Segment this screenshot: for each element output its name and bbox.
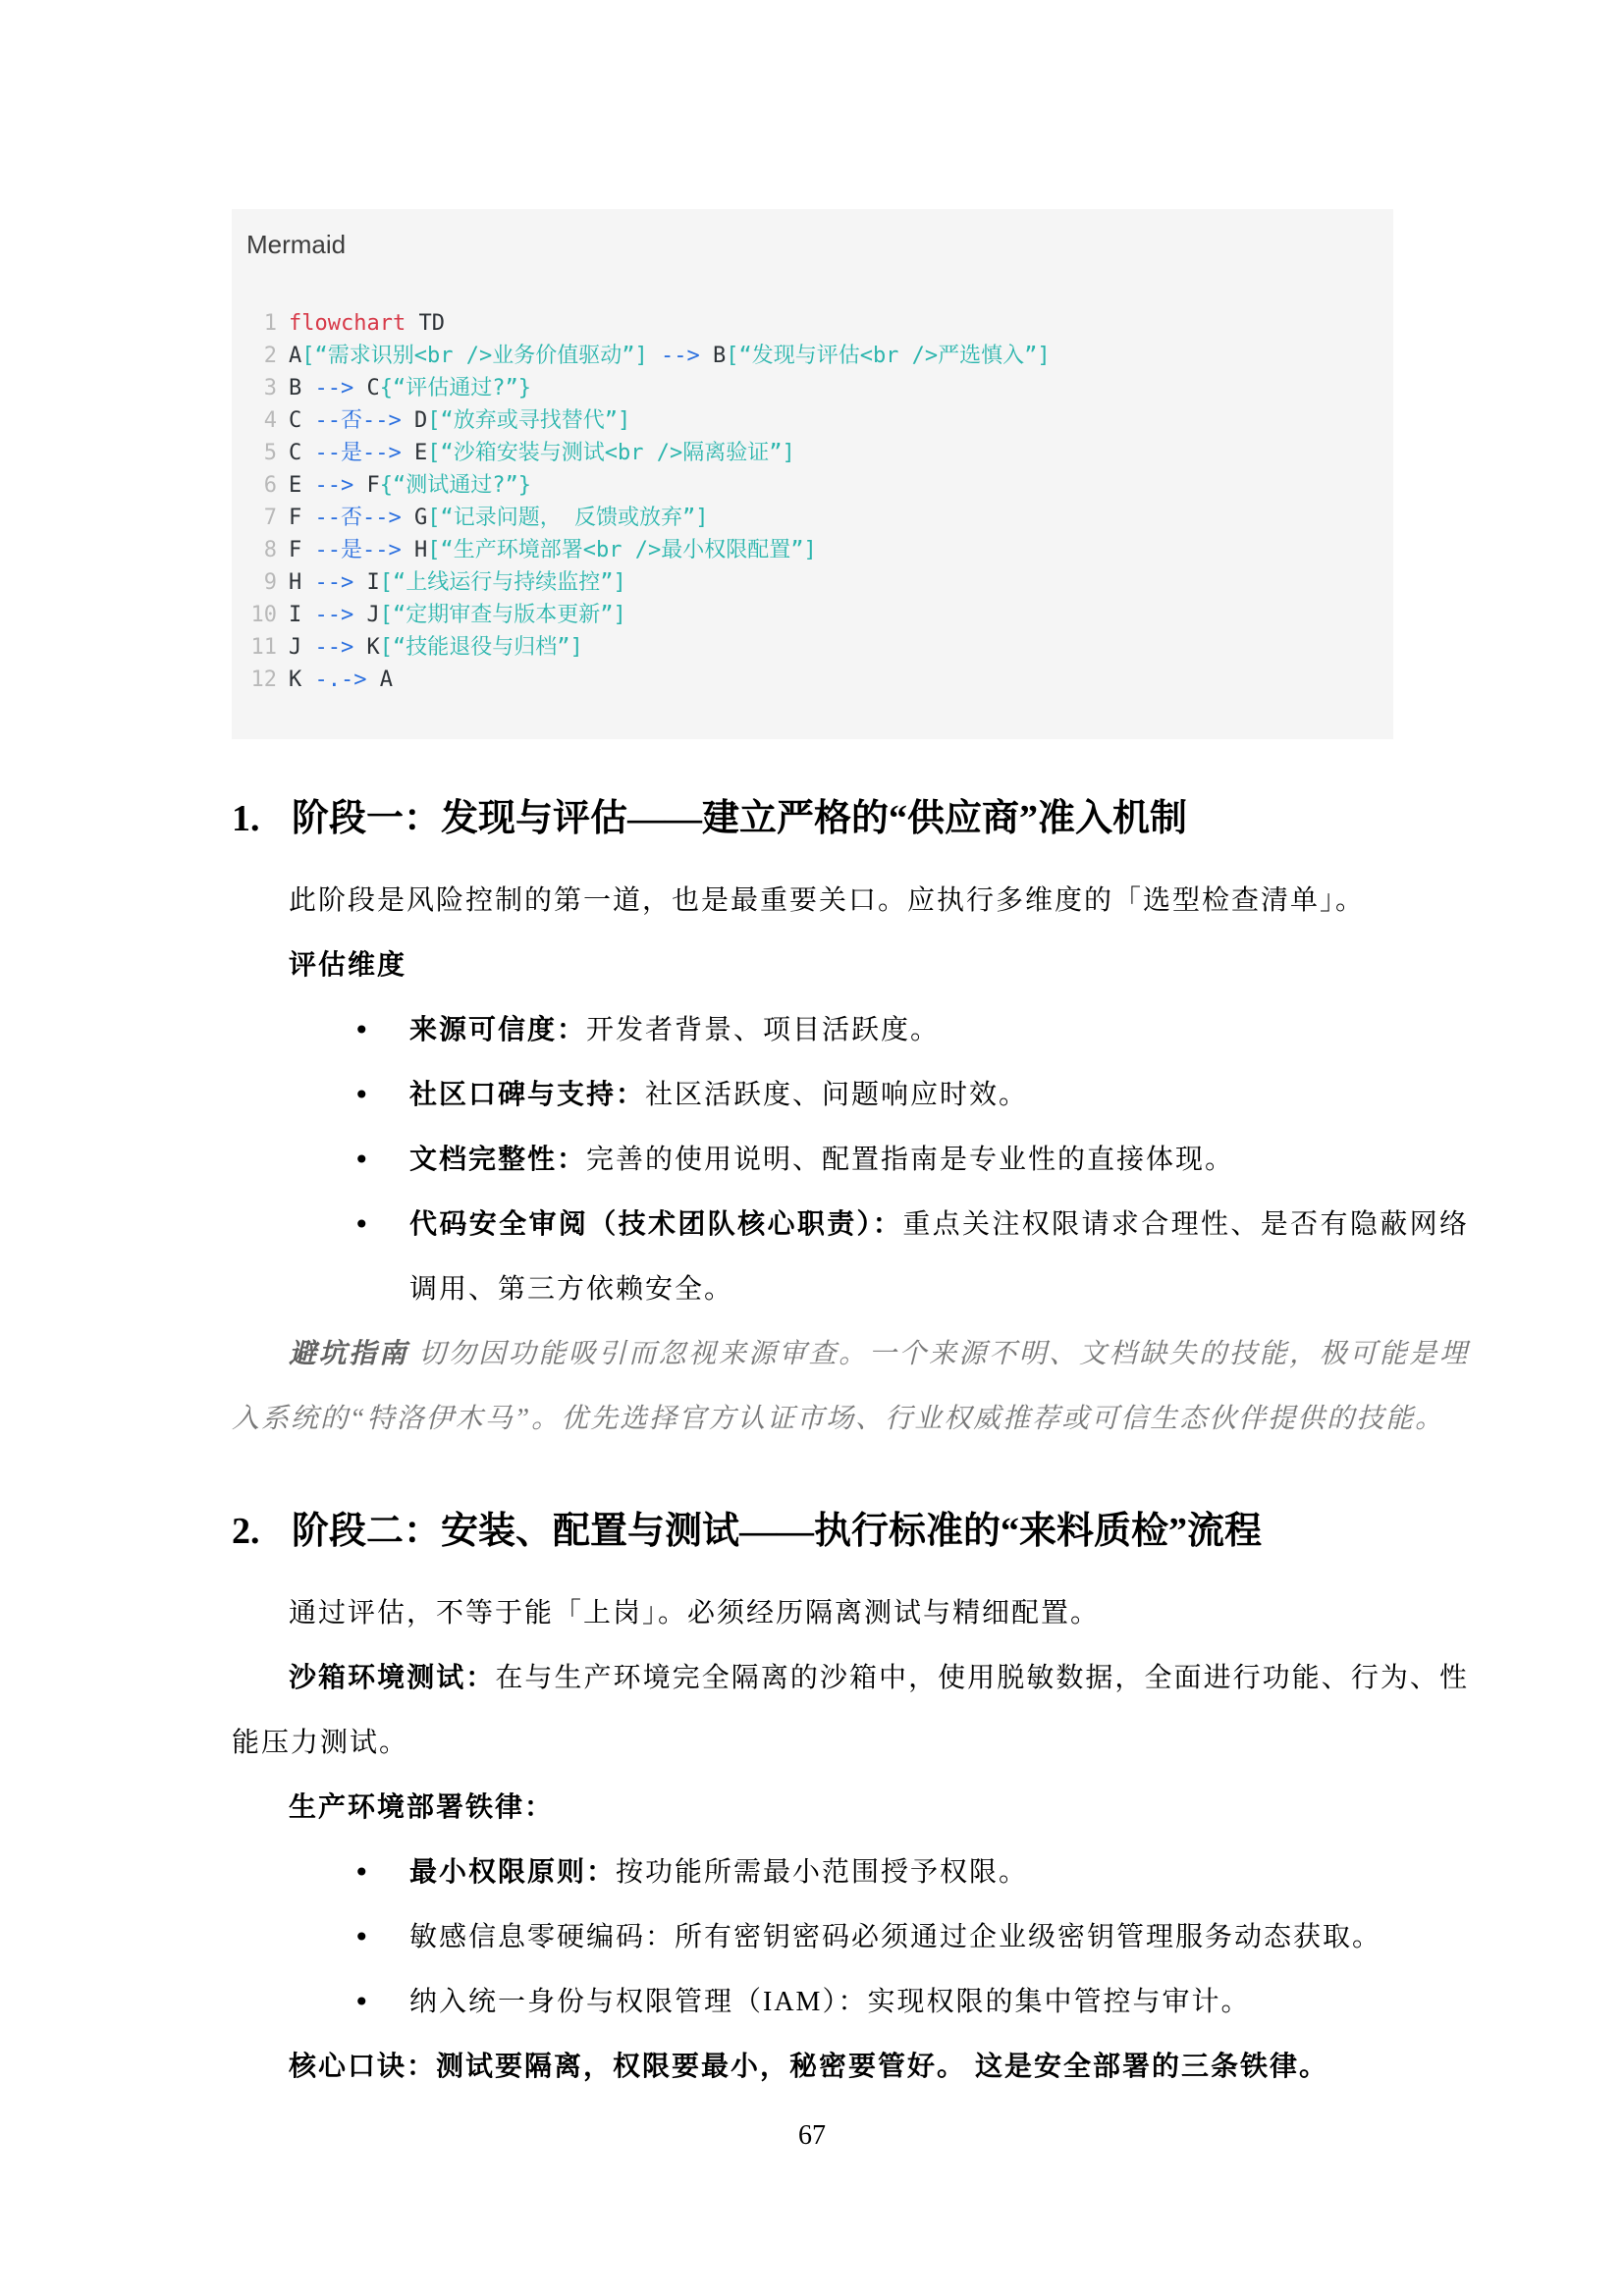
section-1-subheading: 评估维度 [289,950,407,981]
bullet-text: 社区口碑与支持：社区活跃度、问题响应时效。 [409,1080,1029,1110]
mermaid-code-block [232,209,1393,739]
sandbox-test-lead: 沙箱环境测试： [289,1663,496,1693]
bullet-text: 最小权限原则：按功能所需最小范围授予权限。 [409,1857,1029,1888]
code-line-text: B --> C{“评估通过?”} [289,376,531,400]
section-2-heading [232,1507,1469,1556]
sandbox-test-paragraph [232,1646,1469,1776]
pitfall-note [232,1322,1469,1452]
code-line-number: 12 [250,667,277,692]
bullet-item [353,1841,1469,1905]
code-line [232,599,1393,631]
code-line-number: 8 [263,538,277,562]
code-line-text: H --> I[“上线运行与持续监控”] [289,570,626,595]
code-line-text: C --否--> D[“放弃或寻找替代”] [289,408,631,433]
code-line-number: 2 [263,344,277,368]
code-line-text: flowchart TD [289,311,445,336]
code-line [232,404,1393,437]
section-1-number: 1. [232,798,260,839]
bullet-item [353,1905,1469,1970]
pitfall-note-text: 切勿因功能吸引而忽视来源审查。一个来源不明、文档缺失的技能，极可能是埋入系统的“特洛伊木马”。优先选择官方认证市场、行业权威推荐或可信生态伙伴提供的技能。 [232,1339,1469,1434]
code-line [232,340,1393,372]
code-line-number: 4 [263,408,277,433]
bullet-marker-icon: • [353,1144,372,1176]
page-number: 67 [798,2120,826,2151]
deployment-rules-heading: 生产环境部署铁律： [289,1792,555,1823]
code-line [232,437,1393,469]
code-line-text: A[“需求识别<br />业务价值驱动”] --> B[“发现与评估<br />严选慎入”] [289,344,1051,368]
code-line-number: 3 [263,376,277,400]
code-line-text: F --是--> H[“生产环境部署<br />最小权限配置”] [289,538,817,562]
bullet-marker-icon: • [353,1079,372,1111]
bullet-item [353,1128,1469,1193]
section-1-title: 阶段一：发现与评估——建立严格的“供应商”准入机制 [292,798,1188,839]
bullet-marker-icon: • [353,1856,372,1889]
code-line [232,307,1393,340]
section-1-intro: 此阶段是风险控制的第一道，也是最重要关口。应执行多维度的「选型检查清单」。 [289,885,1366,916]
section-2-intro: 通过评估，不等于能「上岗」。必须经历隔离测试与精细配置。 [289,1598,1101,1629]
bullet-marker-icon: • [353,1014,372,1046]
bullet-text: 纳入统一身份与权限管理（IAM）：实现权限的集中管控与审计。 [409,1987,1251,2017]
code-line [232,664,1393,696]
code-line [232,502,1393,534]
code-line [232,534,1393,566]
code-line-number: 5 [263,441,277,465]
code-line [232,566,1393,599]
code-line-text: C --是--> E[“沙箱安装与测试<br />隔离验证”] [289,441,795,465]
core-motto: 核心口诀：测试要隔离，权限要最小，秘密要管好。 这是安全部署的三条铁律。 [289,2052,1329,2082]
code-line [232,469,1393,502]
code-line-number: 6 [263,473,277,498]
sandbox-test-text: 在与生产环境完全隔离的沙箱中，使用脱敏数据，全面进行功能、行为、性能压力测试。 [232,1663,1469,1758]
code-line [232,372,1393,404]
code-line-number: 11 [250,635,277,660]
section-2-title: 阶段二：安装、配置与测试——执行标准的“来料质检”流程 [292,1511,1263,1552]
code-line-text: I --> J[“定期审查与版本更新”] [289,603,626,627]
section-1-bullets [232,998,1469,1322]
bullet-item [353,1970,1469,2035]
pitfall-note-lead: 避坑指南 [289,1339,409,1369]
code-line-text: E --> F{“测试通过?”} [289,473,531,498]
code-line-text: J --> K[“技能退役与归档”] [289,635,583,660]
section-2-bullets [232,1841,1469,2035]
bullet-text: 文档完整性：完善的使用说明、配置指南是专业性的直接体现。 [409,1145,1235,1175]
code-lines [232,307,1393,696]
bullet-marker-icon: • [353,1208,372,1241]
code-line [232,631,1393,664]
code-line-number: 1 [263,311,277,336]
section-2-number: 2. [232,1511,260,1552]
code-line-number: 9 [263,570,277,595]
code-line-text: F --否--> G[“记录问题， 反馈或放弃”] [289,506,709,530]
bullet-text: 代码安全审阅（技术团队核心职责）：重点关注权限请求合理性、是否有隐蔽网络调用、第三方依赖安全。 [409,1209,1469,1305]
bullet-item [353,1063,1469,1128]
code-block-language-label: Mermaid [246,230,347,259]
bullet-marker-icon: • [353,1986,372,2018]
section-1-heading [232,794,1469,843]
bullet-text: 来源可信度：开发者背景、项目活跃度。 [409,1015,941,1045]
code-line-number: 10 [250,603,277,627]
code-line-number: 7 [263,506,277,530]
bullet-item [353,1193,1469,1322]
bullet-item [353,998,1469,1063]
code-line-text: K -.-> A [289,667,393,692]
page-content [232,0,1469,2100]
bullet-text: 敏感信息零硬编码：所有密钥密码必须通过企业级密钥管理服务动态获取。 [409,1922,1382,1952]
bullet-marker-icon: • [353,1921,372,1953]
